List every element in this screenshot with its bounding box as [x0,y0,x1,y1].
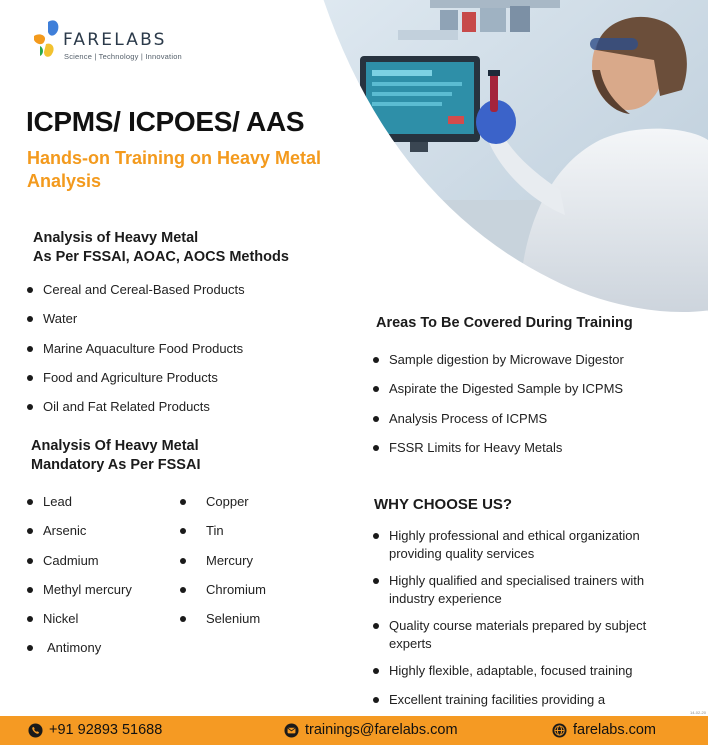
brand-name: FARELABS [63,30,167,50]
list-item: Copper [180,493,266,522]
list-item: Lead [27,493,132,522]
list-item: Nickel [27,610,132,639]
list-item: Cereal and Cereal-Based Products [27,281,245,310]
farelabs-logo-icon [30,18,64,66]
list-item: Food and Agriculture Products [27,369,245,398]
globe-icon [552,723,567,738]
list-item: Quality course materials prepared by subject experts [373,617,673,662]
areas-heading: Areas To Be Covered During Training [376,315,633,331]
list-item: Arsenic [27,522,132,551]
list-item: Highly flexible, adaptable, focused training [373,662,673,691]
email-link[interactable] [284,722,458,738]
why-heading: WHY CHOOSE US? [374,496,513,513]
list-item: Highly qualified and specialised trainers with industry experience [373,572,673,617]
email-address: trainings@farelabs.com [305,722,458,738]
analysis-methods-heading-line2: As Per FSSAI, AOAC, AOCS Methods [33,249,289,265]
mandatory-heading [31,437,200,475]
list-item: Oil and Fat Related Products [27,398,245,427]
list-item: Excellent training facilities providing a [373,691,673,715]
mandatory-heading-line1: Analysis Of Heavy Metal [31,438,199,454]
analysis-methods-heading [33,229,289,267]
list-item: Marine Aquaculture Food Products [27,340,245,369]
website-link[interactable] [552,722,656,738]
areas-list [373,351,624,468]
phone-link[interactable] [28,722,162,738]
phone-icon [28,723,43,738]
list-item: Antimony [27,639,132,668]
list-item: Highly professional and ethical organization providing quality services [373,527,673,572]
list-item: Mercury [180,552,266,581]
list-item: Analysis Process of ICPMS [373,410,624,439]
mandatory-metals-col2 [180,493,266,639]
mandatory-heading-line2: Mandatory As Per FSSAI [31,457,201,473]
page-title: ICPMS/ ICPOES/ AAS [26,106,305,137]
date-stamp: 14-02-20 [689,710,706,715]
email-icon [284,723,299,738]
why-list [373,527,673,715]
brand-logo [30,18,230,68]
phone-number: +91 92893 51688 [49,722,163,738]
analysis-methods-heading-line1: Analysis of Heavy Metal [33,230,199,246]
list-item: Sample digestion by Microwave Digestor [373,351,624,380]
mandatory-metals-col1 [27,493,132,669]
page-subtitle: Hands-on Training on Heavy Metal Analysis [27,148,322,191]
list-item: Chromium [180,581,266,610]
website-url: farelabs.com [573,722,657,738]
brand-tagline: Science | Technology | Innovation [64,52,182,61]
list-item: Water [27,310,245,339]
contact-footer [0,716,708,745]
list-item: Aspirate the Digested Sample by ICPMS [373,380,624,409]
list-item: FSSR Limits for Heavy Metals [373,439,624,468]
list-item: Methyl mercury [27,581,132,610]
list-item: Selenium [180,610,266,639]
list-item: Cadmium [27,552,132,581]
analysis-methods-list [27,281,245,427]
list-item: Tin [180,522,266,551]
